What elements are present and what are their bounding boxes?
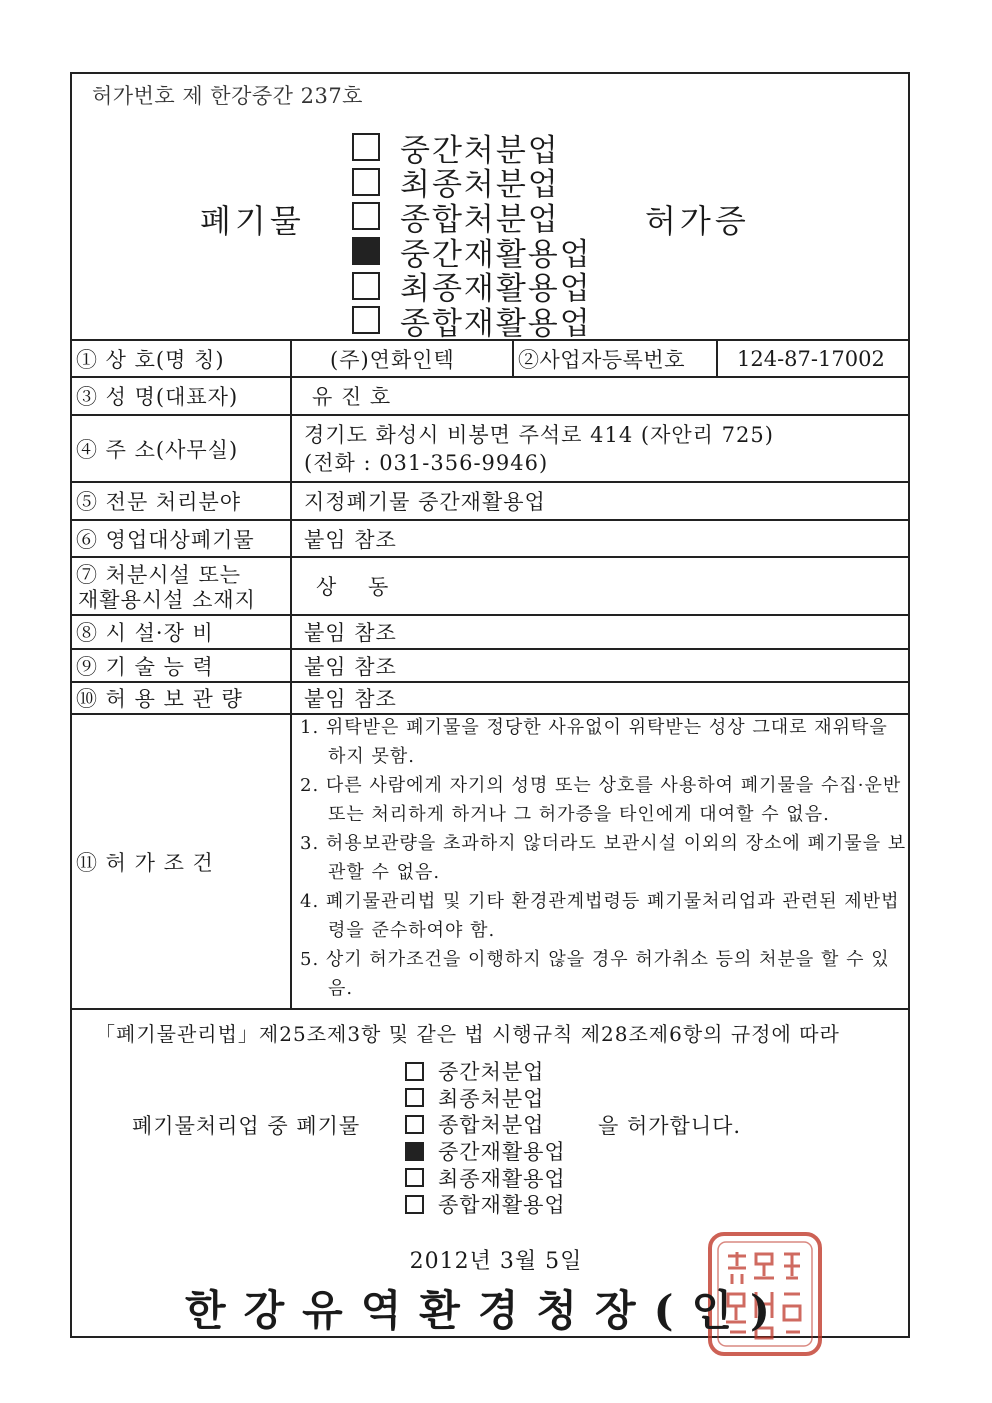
checkbox-icon xyxy=(352,133,380,161)
field10-value: 붙임 참조 xyxy=(304,687,397,711)
field7-label-line1: ⑦ 처분시설 또는 xyxy=(76,563,242,587)
checkbox-icon xyxy=(405,1088,424,1107)
header-business-type-list xyxy=(352,130,592,342)
checkbox-icon xyxy=(352,306,380,334)
issue-date: 2012년 3월 5일 xyxy=(409,1249,583,1274)
header-option-label: 종합재활용업 xyxy=(400,305,592,342)
checked-box-icon xyxy=(405,1142,424,1161)
header-option-label: 최종처분업 xyxy=(400,167,560,204)
bottom-option-label: 종합재활용업 xyxy=(438,1193,566,1218)
bottom-option-label: 최종처분업 xyxy=(438,1086,545,1111)
column-divider xyxy=(512,339,514,376)
address-line2: (전화 : 031-356-9946) xyxy=(304,451,549,475)
field7-label-line2: 재활용시설 소재지 xyxy=(78,588,256,612)
bottom-option xyxy=(405,1138,566,1165)
bottom-option-label: 최종재활용업 xyxy=(438,1166,566,1191)
legal-basis: 「폐기물관리법」제25조제3항 및 같은 법 시행규칙 제28조제6항의 규정에 따라 xyxy=(95,1022,840,1046)
table-divider xyxy=(70,1008,910,1010)
field6-value: 붙임 참조 xyxy=(304,527,397,552)
checkbox-icon xyxy=(352,272,380,300)
trade-name-value: (주)연화인텍 xyxy=(330,347,455,372)
checkbox-icon xyxy=(352,168,380,196)
issuing-authority: 한강유역환경청장(인) xyxy=(185,1286,788,1335)
bottom-option xyxy=(405,1085,566,1112)
header-option-label: 종합처분업 xyxy=(400,201,560,238)
condition-item: 3. 허용보관량을 초과하지 않더라도 보관시설 이외의 장소에 폐기물을 보관할 수 없음. xyxy=(300,833,907,883)
checkbox-icon xyxy=(405,1168,424,1187)
representative-value: 유 진 호 xyxy=(312,385,392,409)
bottom-right-text: 을 허가합니다. xyxy=(598,1114,742,1138)
field5-label: ⑤ 전문 처리분야 xyxy=(76,490,242,514)
checkbox-icon xyxy=(405,1195,424,1214)
representative-label: ③ 성 명(대표자) xyxy=(76,385,239,409)
header-right-title: 허가증 xyxy=(645,202,750,240)
address-label: ④ 주 소(사무실) xyxy=(76,437,239,462)
header-option xyxy=(352,303,592,342)
field9-value: 붙임 참조 xyxy=(304,654,397,679)
header-option-label: 중간처분업 xyxy=(400,132,560,169)
header-left-title: 폐기물 xyxy=(200,202,305,240)
bottom-option xyxy=(405,1191,566,1218)
bottom-option xyxy=(405,1111,566,1138)
condition-item: 1. 위탁받은 폐기물을 정당한 사유없이 위탁받는 성상 그대로 재위탁을 하지 못함. xyxy=(300,717,888,767)
field8-label: ⑧ 시 설·장 비 xyxy=(76,621,214,645)
header-option-label: 최종재활용업 xyxy=(400,271,592,308)
biz-reg-value: 124-87-17002 xyxy=(737,346,885,371)
bottom-option-label: 종합처분업 xyxy=(438,1113,545,1138)
bottom-option-label: 중간재활용업 xyxy=(438,1140,566,1165)
condition-item: 5. 상기 허가조건을 이행하지 않을 경우 허가취소 등의 처분을 할 수 있음. xyxy=(300,949,890,999)
label-column-divider xyxy=(290,339,292,1008)
field5-value: 지정폐기물 중간재활용업 xyxy=(304,490,546,514)
checkbox-icon xyxy=(405,1115,424,1134)
bottom-business-type-list xyxy=(405,1058,566,1218)
permit-conditions xyxy=(300,713,908,1003)
checkbox-icon xyxy=(352,202,380,230)
biz-reg-label: ②사업자등록번호 xyxy=(518,347,686,372)
field8-value: 붙임 참조 xyxy=(304,621,397,645)
field9-label: ⑨ 기 술 능 력 xyxy=(76,654,214,679)
checkbox-icon xyxy=(405,1062,424,1081)
condition-item: 2. 다른 사람에게 자기의 성명 또는 상호를 사용하여 폐기물을 수집·운반 또는 처리하게 하거나 그 허가증을 타인에게 대여할 수 없음. xyxy=(300,775,902,825)
bottom-left-text: 폐기물처리업 중 폐기물 xyxy=(132,1114,361,1138)
header-option-label: 중간재활용업 xyxy=(400,236,592,273)
bottom-option-label: 중간처분업 xyxy=(438,1060,545,1085)
column-divider xyxy=(716,339,718,376)
trade-name-label: ① 상 호(명 칭) xyxy=(76,347,225,372)
field10-label: ⑩ 허 용 보 관 량 xyxy=(76,687,243,711)
checked-box-icon xyxy=(352,237,380,265)
bottom-option xyxy=(405,1058,566,1085)
table-divider xyxy=(70,556,910,558)
address-line1: 경기도 화성시 비봉면 주석로 414 (자안리 725) xyxy=(304,423,774,447)
field7-value: 상 동 xyxy=(316,575,390,599)
permit-number: 허가번호 제 한강중간 237호 xyxy=(92,84,363,108)
condition-item: 4. 폐기물관리법 및 기타 환경관계법령등 폐기물처리업과 관련된 제반법령을 준수하여야 함. xyxy=(300,891,900,941)
field11-label: ⑪ 허 가 조 건 xyxy=(76,850,214,875)
bottom-option xyxy=(405,1164,566,1191)
field6-label: ⑥ 영업대상폐기물 xyxy=(76,527,255,552)
